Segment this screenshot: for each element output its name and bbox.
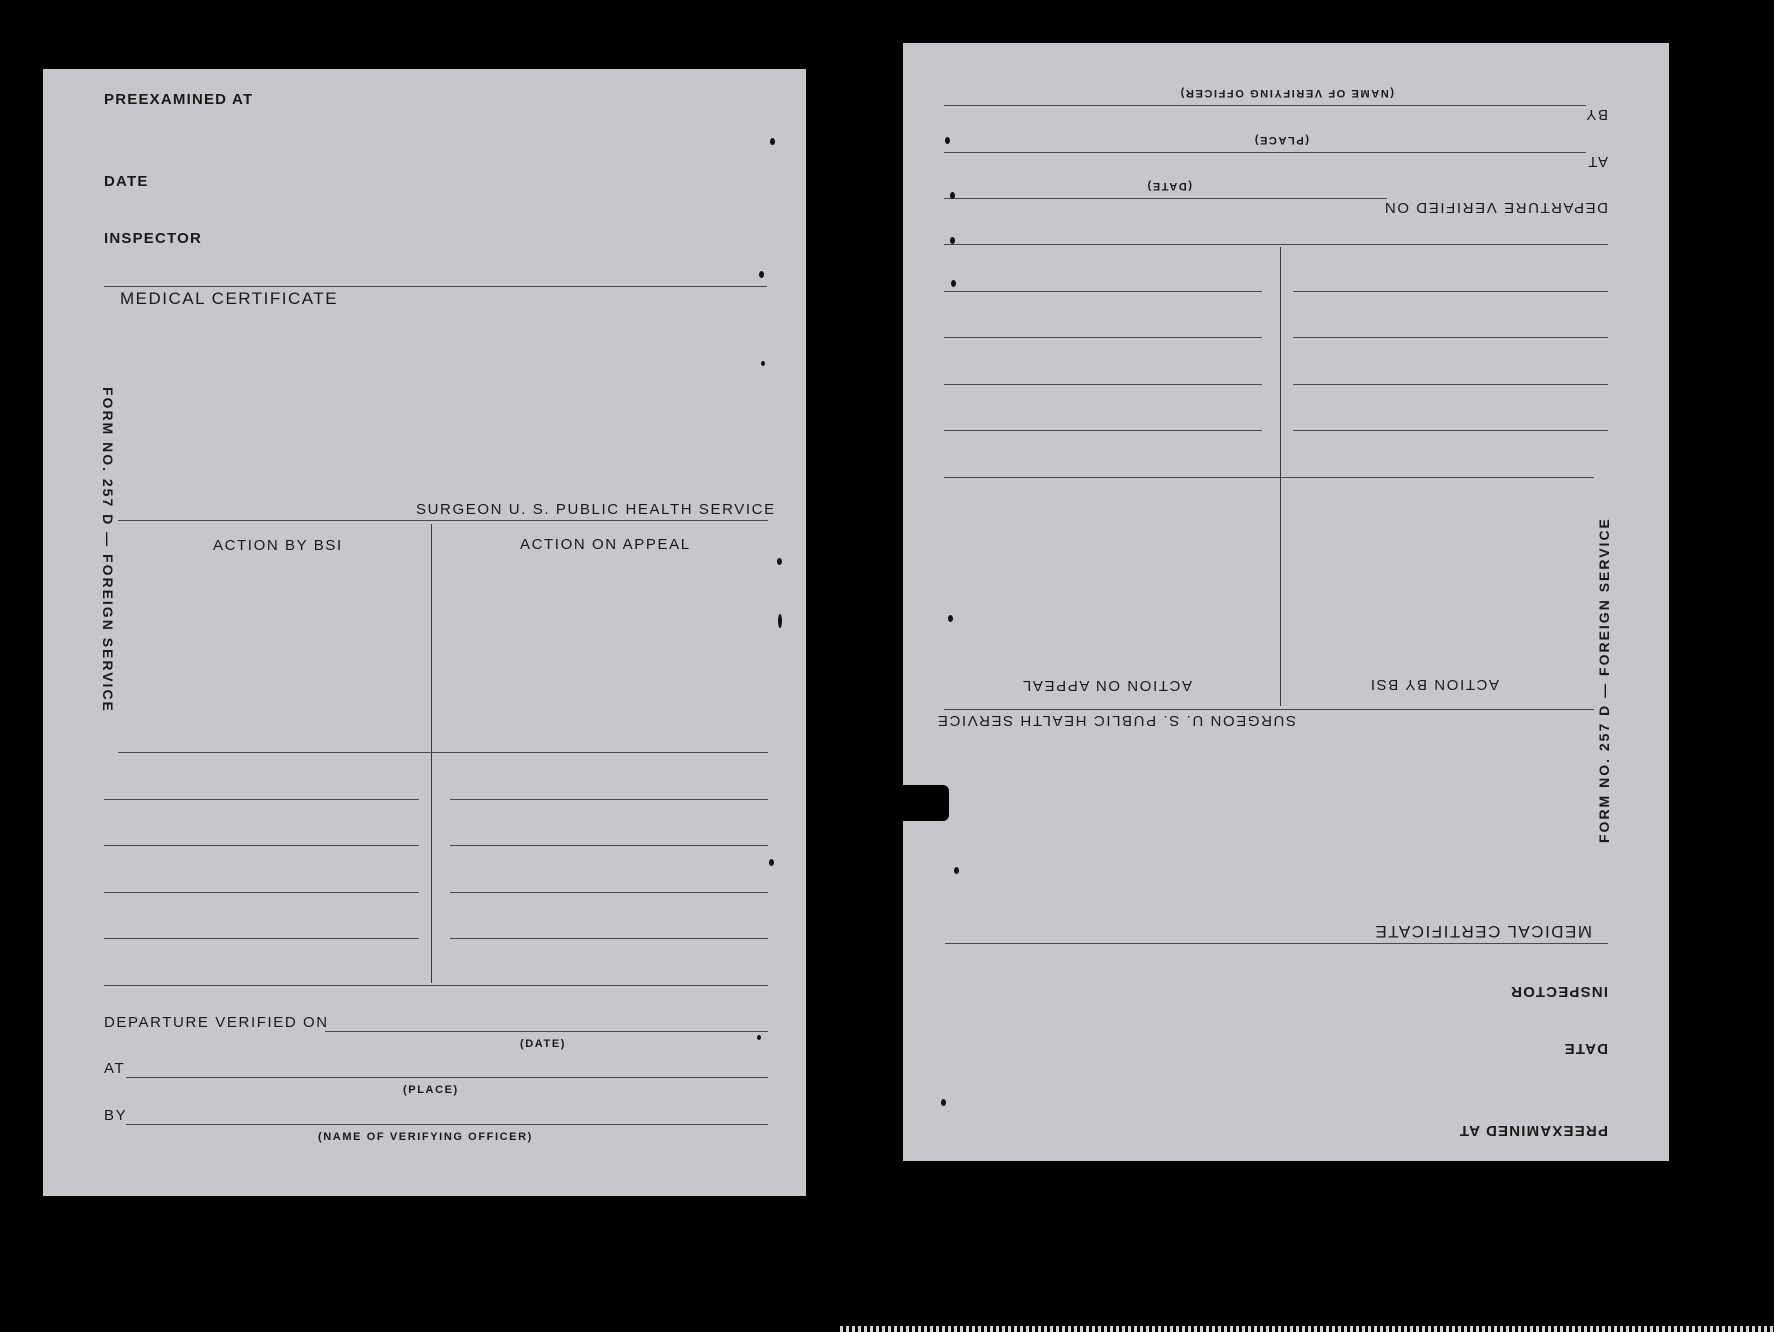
ink-spot xyxy=(950,237,955,244)
inspector-line xyxy=(945,943,1608,944)
ink-spot xyxy=(759,271,764,278)
departure-date-line xyxy=(325,1031,768,1032)
ruled-line xyxy=(104,799,419,800)
ink-spot xyxy=(954,867,959,874)
preexamined-at-label: PREEXAMINED AT xyxy=(1458,1122,1608,1139)
ruled-line xyxy=(944,384,1262,385)
ruled-line xyxy=(118,752,768,753)
ink-spot xyxy=(770,138,775,145)
at-label: AT xyxy=(1586,153,1608,170)
ruled-line xyxy=(104,845,419,846)
at-label: AT xyxy=(104,1060,126,1077)
ruled-line xyxy=(1293,291,1608,292)
place-caption: (PLACE) xyxy=(1253,134,1309,146)
ruled-line xyxy=(944,244,1608,245)
ink-spot xyxy=(941,1099,946,1106)
surgeon-signature-line xyxy=(118,520,768,521)
ruled-line xyxy=(104,938,419,939)
verifying-officer-line xyxy=(126,1124,768,1125)
date-label: DATE xyxy=(1563,1040,1608,1057)
ink-spot xyxy=(778,614,782,628)
inspector-label: INSPECTOR xyxy=(104,230,203,247)
ink-spot xyxy=(950,192,955,199)
ruled-line xyxy=(104,892,419,893)
ruled-line xyxy=(450,938,768,939)
departure-verified-label: DEPARTURE VERIFIED ON xyxy=(1383,199,1608,216)
ruled-line xyxy=(944,337,1262,338)
ink-spot xyxy=(761,361,765,366)
ruled-line xyxy=(944,477,1594,478)
action-by-bsi-heading: ACTION BY BSI xyxy=(213,537,343,554)
ruled-line xyxy=(944,430,1262,431)
ink-spot xyxy=(777,558,782,565)
inspector-label: INSPECTOR xyxy=(1509,983,1608,1000)
place-line xyxy=(944,152,1586,153)
verifying-officer-caption: (NAME OF VERIFYING OFFICER) xyxy=(1179,87,1394,99)
verifying-officer-caption: (NAME OF VERIFYING OFFICER) xyxy=(318,1131,533,1143)
action-on-appeal-heading: ACTION ON APPEAL xyxy=(520,536,691,553)
verifying-officer-line xyxy=(944,105,1586,106)
by-label: BY xyxy=(104,1107,128,1124)
ruled-line xyxy=(450,799,768,800)
ruled-line xyxy=(1293,337,1608,338)
column-divider xyxy=(431,524,432,983)
ruled-line xyxy=(944,291,1262,292)
surgeon-label: SURGEON U. S. PUBLIC HEALTH SERVICE xyxy=(416,501,776,518)
form-number-label: FORM NO. 257 D — FOREIGN SERVICE xyxy=(100,387,116,713)
surgeon-signature-line xyxy=(944,709,1594,710)
place-line xyxy=(126,1077,768,1078)
date-caption: (DATE) xyxy=(1145,180,1192,192)
form-card-back-inverted xyxy=(903,43,1669,1161)
date-caption: (DATE) xyxy=(520,1038,567,1050)
ink-spot xyxy=(757,1035,761,1040)
action-by-bsi-heading: ACTION BY BSI xyxy=(1369,676,1499,693)
ruled-line xyxy=(1293,384,1608,385)
medical-certificate-heading: MEDICAL CERTIFICATE xyxy=(1373,922,1592,941)
ink-spot xyxy=(951,280,956,287)
ink-spot xyxy=(948,615,953,622)
ruled-line xyxy=(450,845,768,846)
form-card-front xyxy=(43,69,806,1196)
surgeon-label: SURGEON U. S. PUBLIC HEALTH SERVICE xyxy=(936,712,1296,729)
departure-verified-label: DEPARTURE VERIFIED ON xyxy=(104,1014,329,1031)
action-on-appeal-heading: ACTION ON APPEAL xyxy=(1021,677,1192,694)
place-caption: (PLACE) xyxy=(403,1084,459,1096)
ruled-line xyxy=(450,892,768,893)
preexamined-at-label: PREEXAMINED AT xyxy=(104,91,254,108)
ink-spot xyxy=(945,137,950,144)
inspector-line xyxy=(104,286,767,287)
ink-spot xyxy=(769,859,774,866)
departure-date-line xyxy=(944,198,1387,199)
by-label: BY xyxy=(1584,106,1608,123)
torn-notch xyxy=(903,785,949,821)
date-label: DATE xyxy=(104,173,149,190)
form-number-label: FORM NO. 257 D — FOREIGN SERVICE xyxy=(1596,517,1612,843)
ruled-line xyxy=(1293,430,1608,431)
scan-edge-strip xyxy=(840,1326,1774,1332)
medical-certificate-heading: MEDICAL CERTIFICATE xyxy=(120,289,339,308)
ruled-line xyxy=(104,985,768,986)
